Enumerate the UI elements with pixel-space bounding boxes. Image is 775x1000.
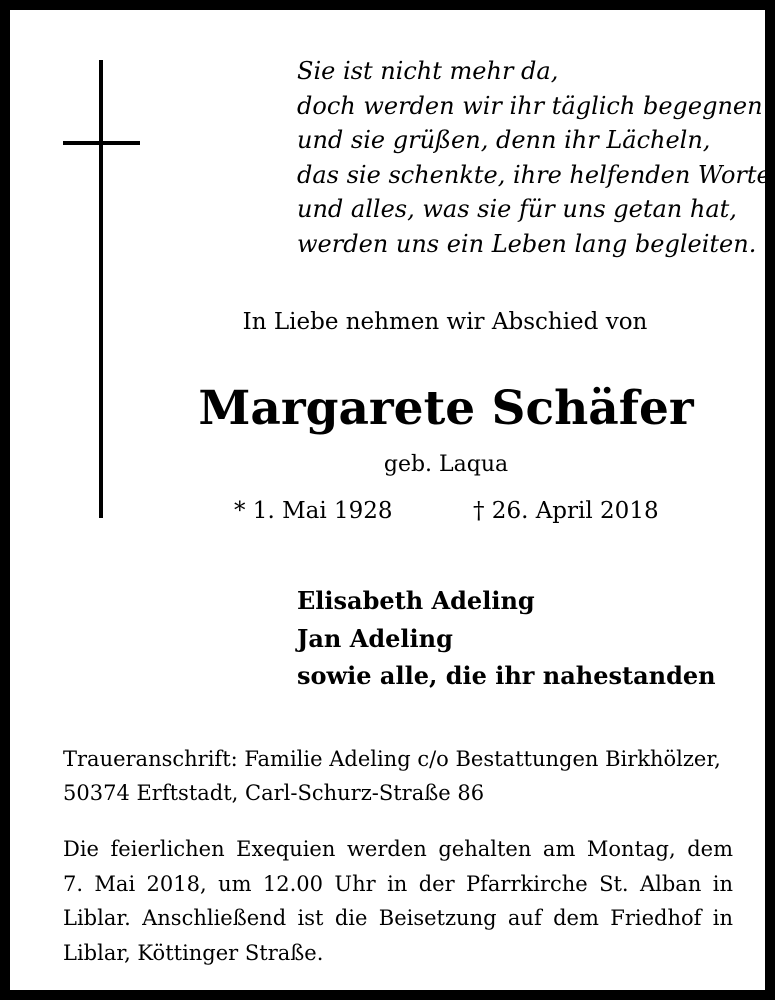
address-line: Traueranschrift: Familie Adeling c/o Bestattungen Birkhölzer, [63, 747, 721, 771]
mourning-address [63, 742, 733, 810]
birth-date: * 1. Mai 1928 [234, 498, 393, 524]
poem [297, 54, 771, 261]
service-line: Die feierlichen Exequien werden gehalten am Montag, dem [63, 837, 733, 861]
address-line: 50374 Erftstadt, Carl-Schurz-Straße 86 [63, 781, 485, 805]
mourners-list [297, 582, 716, 695]
mourner-name: Jan Adeling [297, 623, 453, 653]
maiden-name: geb. Laqua [383, 452, 509, 477]
deceased-name: Margarete Schäfer [198, 381, 694, 436]
poem-line: werden uns ein Leben lang begleiten. [297, 229, 757, 258]
service-line: Liblar. Anschließend ist die Beisetzung auf dem Friedhof in [63, 906, 733, 930]
cross-icon-vertical-bar [99, 60, 103, 518]
mourner-name: sowie alle, die ihr nahestanden [297, 661, 716, 690]
poem-line: und alles, was sie für uns getan hat, [297, 195, 737, 223]
farewell-intro: In Liebe nehmen wir Abschied von [242, 309, 648, 335]
cross-icon-horizontal-bar [63, 141, 140, 145]
poem-line: Sie ist nicht mehr da, [297, 57, 559, 85]
service-line: 7. Mai 2018, um 12.00 Uhr in der Pfarrkirche St. Alban in [63, 871, 733, 896]
poem-line: und sie grüßen, denn ihr Lächeln, [297, 126, 711, 154]
funeral-service-info [63, 832, 733, 970]
service-line: Liblar, Köttinger Straße. [63, 940, 324, 965]
mourner-name: Elisabeth Adeling [297, 586, 535, 615]
poem-line: das sie schenkte, ihre helfenden Worte [297, 160, 771, 189]
death-date: † 26. April 2018 [473, 498, 659, 524]
poem-line: doch werden wir ihr täglich begegnen [297, 91, 763, 120]
